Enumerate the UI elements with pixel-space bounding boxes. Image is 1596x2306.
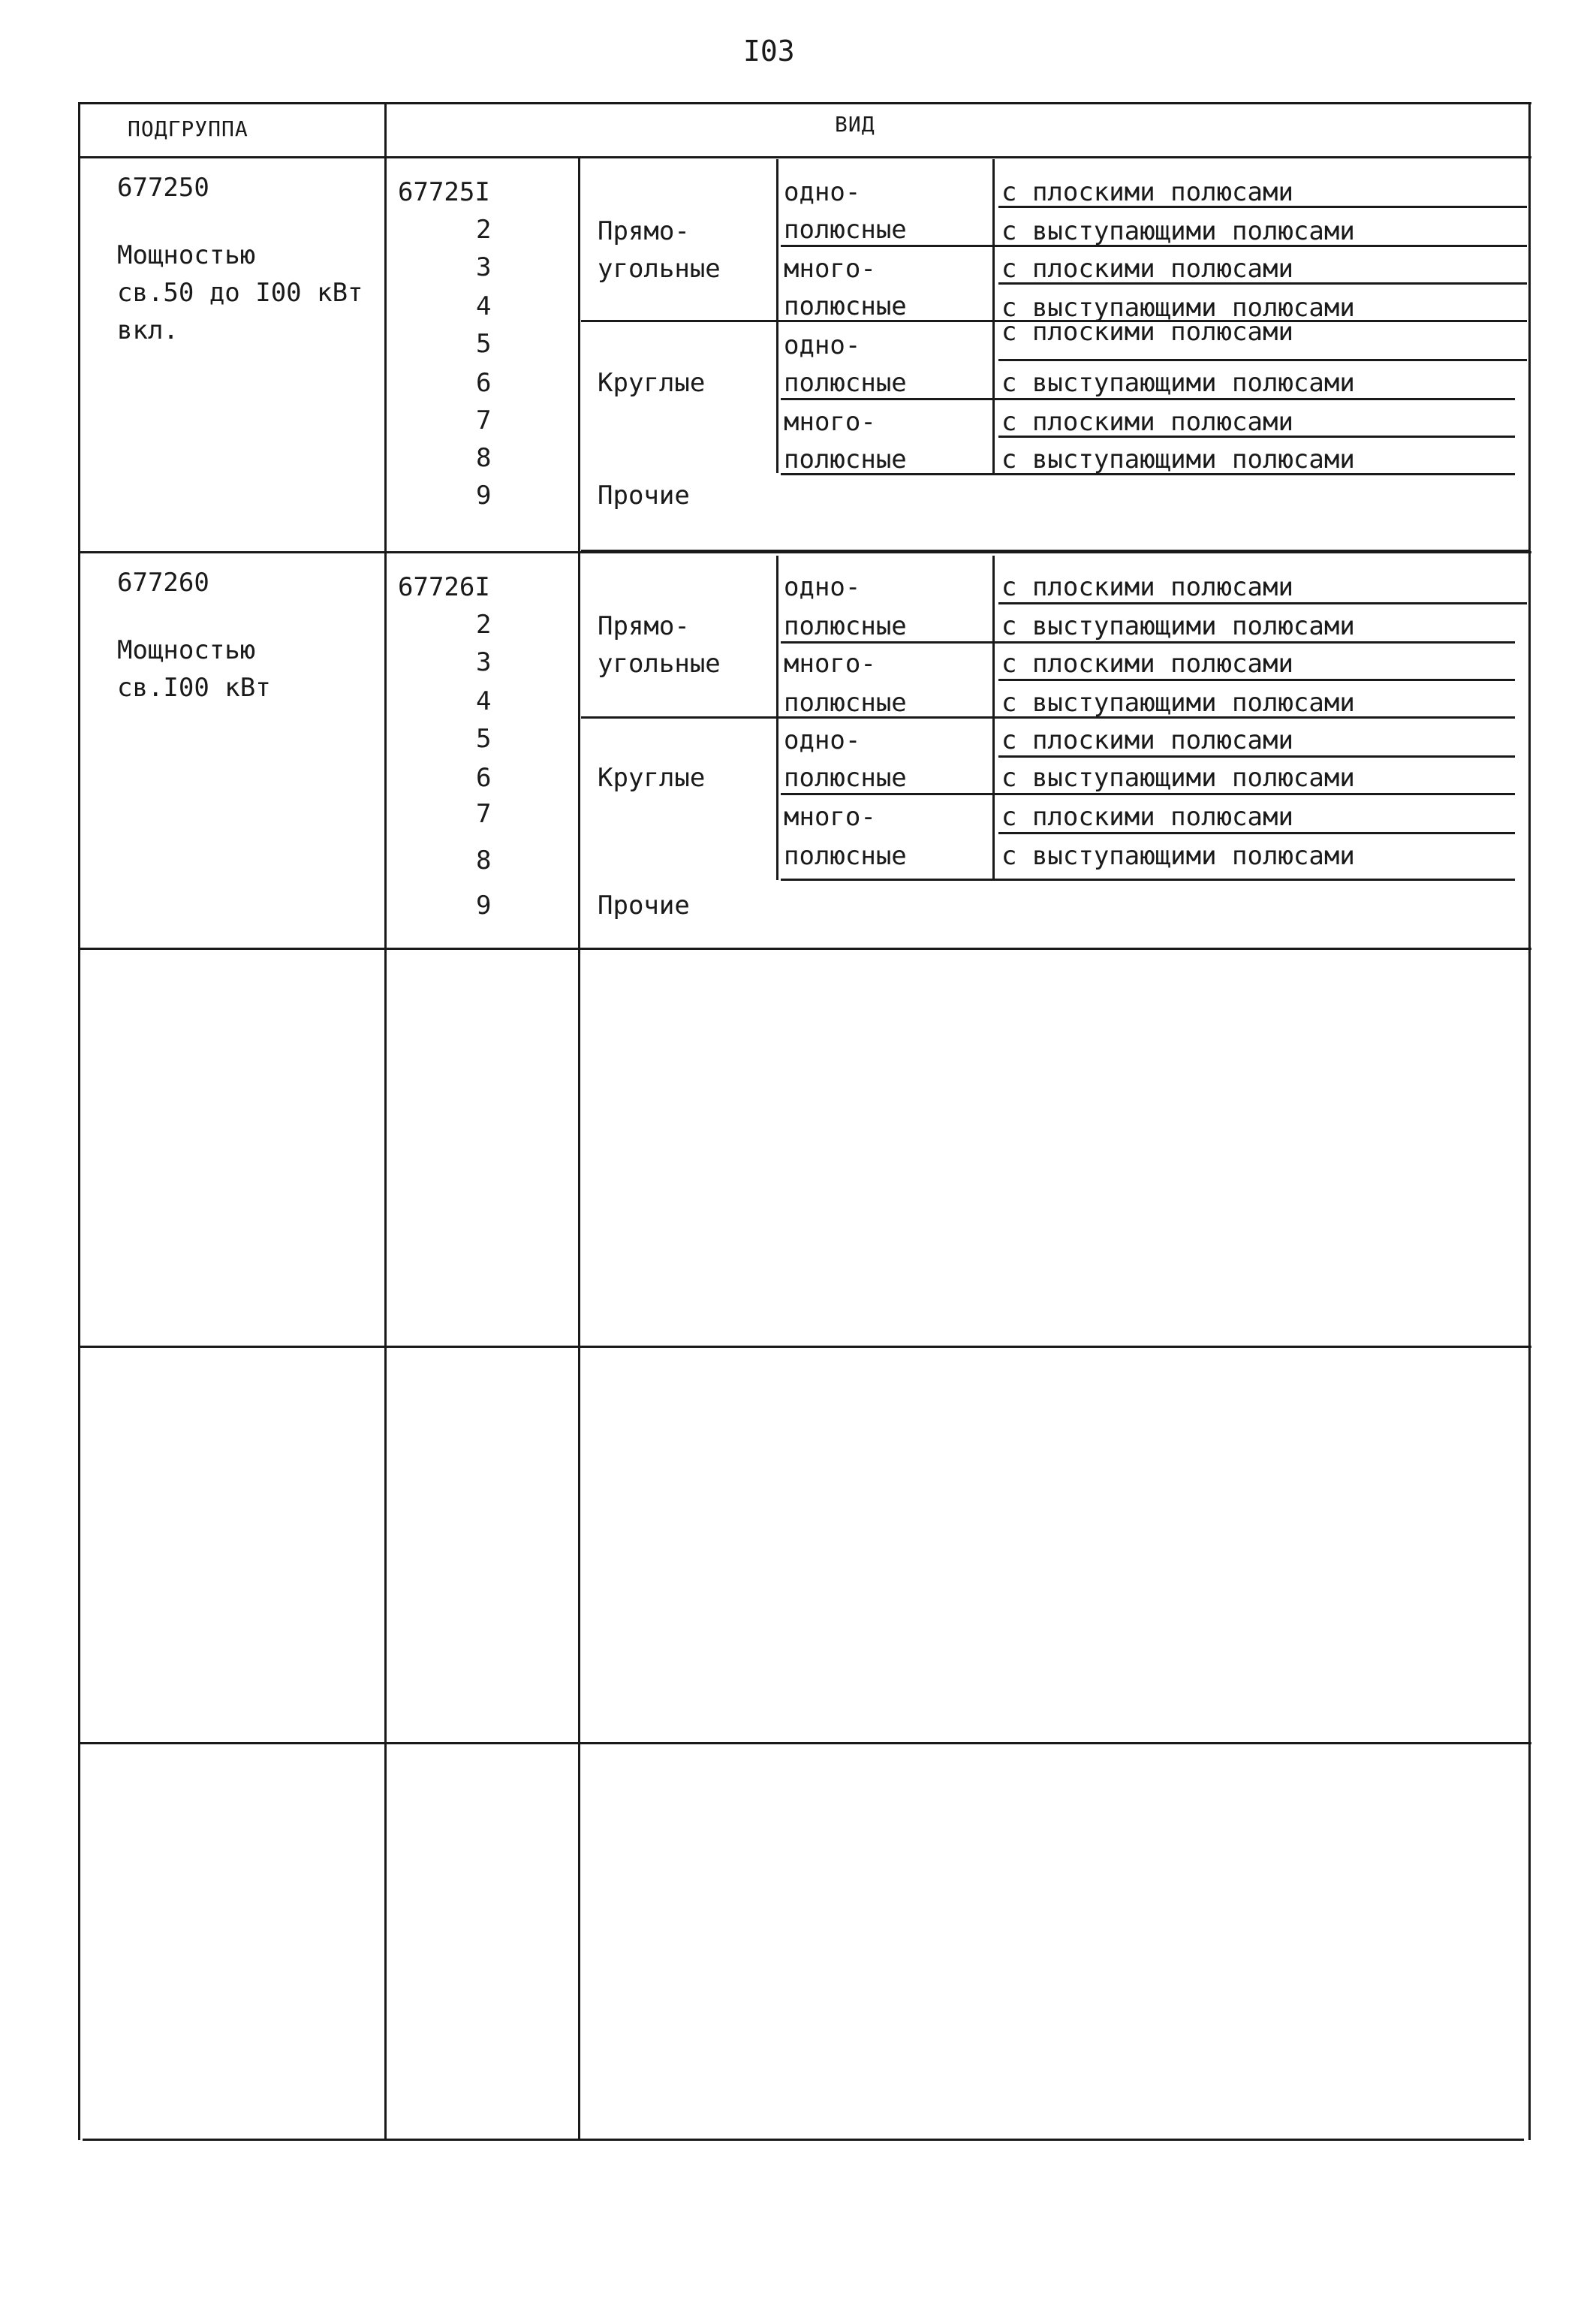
pole-label: много- <box>784 802 876 832</box>
kind-code: 5 <box>476 724 492 754</box>
pole-label: полюсные <box>784 445 907 475</box>
kind-code: 6 <box>476 368 492 398</box>
type-label: с выступающими полюсами <box>1001 763 1355 793</box>
type-underline <box>781 398 1515 400</box>
type-label: с выступающими полюсами <box>1001 688 1355 718</box>
type-underline <box>998 832 1515 834</box>
type-underline <box>781 879 1515 881</box>
table-right-border <box>1528 102 1531 2140</box>
pole-label: одно- <box>784 177 861 207</box>
row-separator <box>78 1346 1531 1348</box>
kind-code: 7 <box>476 799 492 829</box>
type-label: с плоскими полюсами <box>1001 572 1293 602</box>
pole-label: много- <box>784 254 876 284</box>
type-label: с плоскими полюсами <box>1001 802 1293 832</box>
table-top-border <box>78 102 1531 104</box>
kind-code: 2 <box>476 610 492 640</box>
page-number: I03 <box>743 35 795 68</box>
type-label: с плоскими полюсами <box>1001 407 1293 437</box>
pole-label: полюсные <box>784 215 907 245</box>
type-label: с выступающими полюсами <box>1001 611 1355 641</box>
type-underline <box>781 793 1515 795</box>
type-label: с плоскими полюсами <box>1001 725 1293 755</box>
other-label: Прочие <box>598 891 690 921</box>
type-label: с выступающими полюсами <box>1001 293 1355 323</box>
type-label: с плоскими полюсами <box>1001 649 1293 679</box>
kind-code: 5 <box>476 329 492 359</box>
row-separator <box>78 948 1531 950</box>
type-label: с выступающими полюсами <box>1001 368 1355 398</box>
type-divider <box>992 159 995 473</box>
kind-code: 3 <box>476 252 492 282</box>
kind-code: 9 <box>476 481 492 511</box>
type-underline <box>998 602 1527 604</box>
type-label: с плоскими полюсами <box>1001 254 1293 284</box>
kind-code: 9 <box>476 891 492 921</box>
block-top-line <box>581 550 1528 552</box>
kind-code: 3 <box>476 647 492 677</box>
kind-code: 8 <box>476 846 492 876</box>
column-divider <box>384 102 387 2140</box>
kind-code: 67726I <box>398 572 490 602</box>
pole-label: полюсные <box>784 291 907 321</box>
kind-code: 7 <box>476 405 492 436</box>
subgroup-desc-line: вкл. <box>117 315 179 345</box>
shape-label: Круглые <box>598 763 706 793</box>
type-label: с выступающими полюсами <box>1001 445 1355 475</box>
table-left-border <box>78 102 80 2140</box>
shape-label: угольные <box>598 254 721 284</box>
pole-label: одно- <box>784 330 861 360</box>
type-underline <box>998 679 1515 681</box>
shape-label: Прямо- <box>598 216 690 246</box>
kind-code: 8 <box>476 443 492 473</box>
column-divider <box>578 156 580 2140</box>
kind-code: 2 <box>476 215 492 245</box>
pole-divider <box>776 159 778 473</box>
pole-label: одно- <box>784 725 861 755</box>
shape-label: Прямо- <box>598 611 690 641</box>
header-bottom-border <box>78 156 1531 158</box>
kind-code: 67725I <box>398 177 490 207</box>
subgroup-code: 677250 <box>117 173 209 203</box>
header-subgroup: ПОДГРУППА <box>128 116 248 141</box>
kind-code: 4 <box>476 686 492 716</box>
kind-code: 6 <box>476 763 492 793</box>
type-label: с плоскими полюсами <box>1001 177 1293 207</box>
subgroup-desc-line: св.I00 кВт <box>117 673 271 703</box>
subgroup-code: 677260 <box>117 568 209 598</box>
type-underline <box>998 359 1527 361</box>
type-label: с выступающими полюсами <box>1001 216 1355 246</box>
kind-code: 4 <box>476 291 492 321</box>
shape-label: угольные <box>598 649 721 679</box>
subgroup-desc-line: Мощностью <box>117 240 256 270</box>
pole-label: полюсные <box>784 841 907 871</box>
row-separator <box>78 1742 1531 1744</box>
type-underline <box>998 755 1515 758</box>
type-label: с плоскими полюсами <box>1001 317 1293 347</box>
header-kind: ВИД <box>835 112 875 137</box>
subgroup-desc-line: св.50 до I00 кВт <box>117 278 363 308</box>
table-bottom-border <box>83 2139 1524 2141</box>
subgroup-desc-line: Мощностью <box>117 635 256 665</box>
type-label: с выступающими полюсами <box>1001 841 1355 871</box>
pole-label: одно- <box>784 572 861 602</box>
other-label: Прочие <box>598 481 690 511</box>
pole-label: много- <box>784 407 876 437</box>
type-underline <box>781 641 1515 644</box>
shape-label: Круглые <box>598 368 706 398</box>
pole-label: полюсные <box>784 763 907 793</box>
pole-label: полюсные <box>784 688 907 718</box>
pole-label: много- <box>784 649 876 679</box>
pole-label: полюсные <box>784 368 907 398</box>
pole-label: полюсные <box>784 611 907 641</box>
